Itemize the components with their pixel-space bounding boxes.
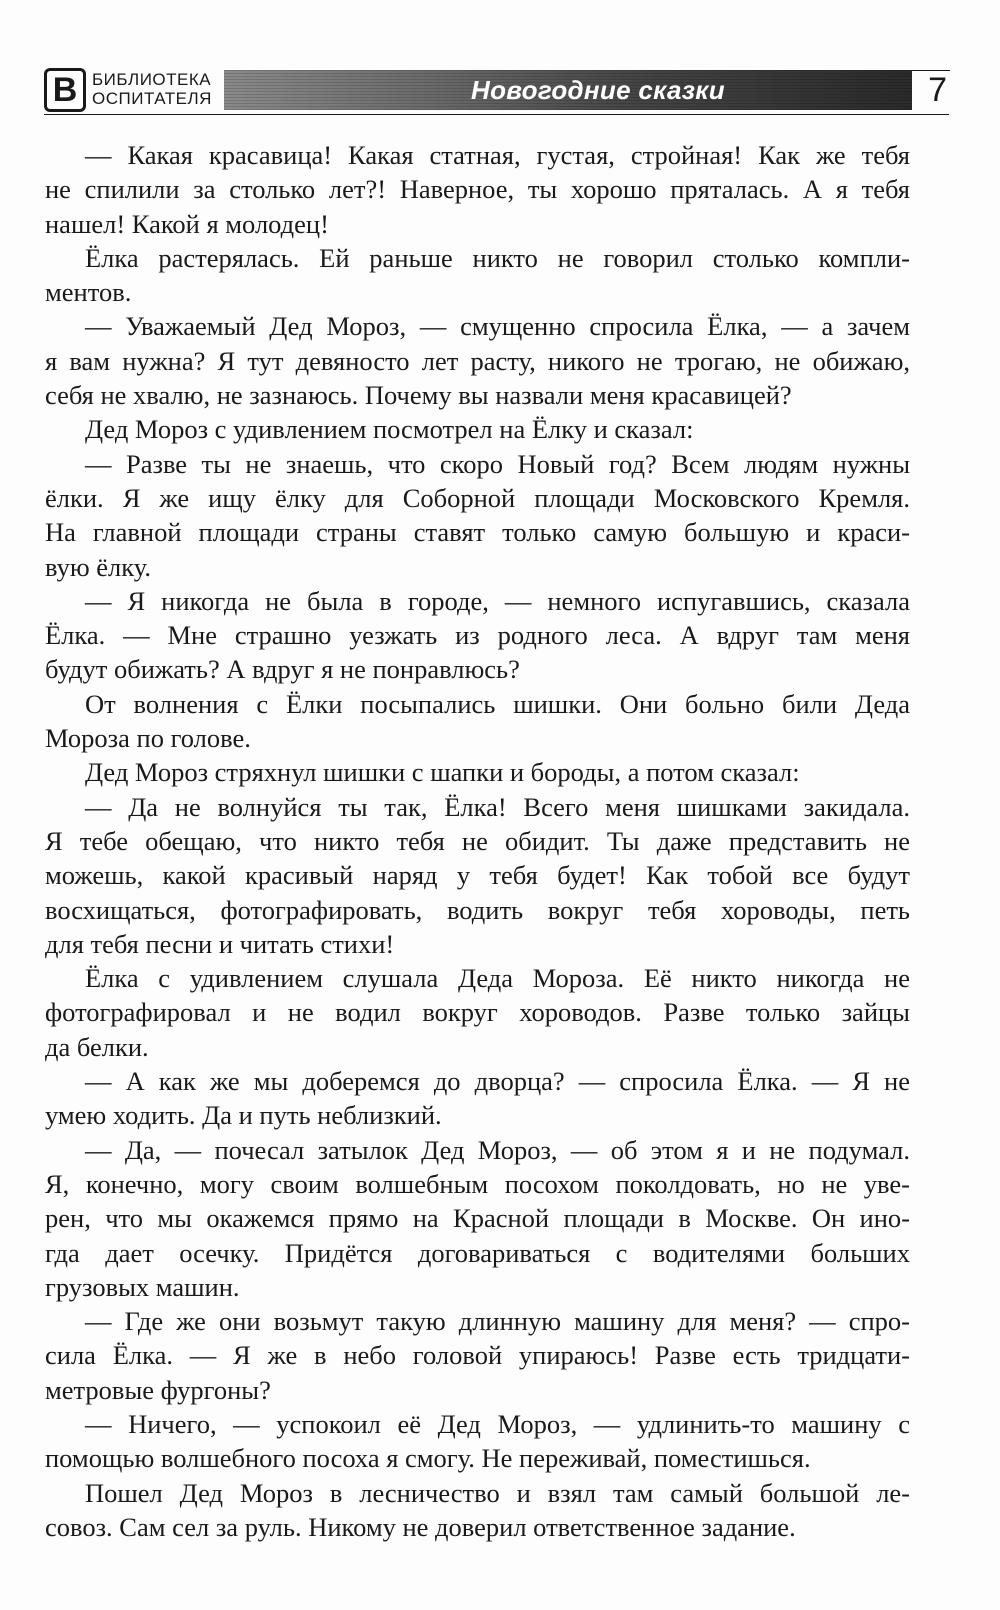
text-line: восхищаться, фотографировать, водить вокруг тебя хороводы, петь xyxy=(45,894,910,925)
series-name-line-1: БИБЛИОТЕКА xyxy=(92,70,212,89)
text-line: — Уважаемый Дед Мороз, — смущенно спросила Ёлка, — а зачем xyxy=(85,311,910,342)
text-line: для тебя песни и читать стихи! xyxy=(45,928,395,959)
running-title: Новогодние сказки xyxy=(471,74,725,105)
text-line: Ёлка с удивлением слушала Деда Мороза. Её никто никогда не xyxy=(85,963,910,994)
page-number: 7 xyxy=(928,71,947,109)
text-line: Пошел Дед Мороз в лесничество и взял там самый большой ле- xyxy=(85,1477,910,1508)
text-line: умею ходить. Да и путь неблизкий. xyxy=(45,1100,442,1131)
running-title-band xyxy=(224,70,912,110)
text-line: помощью волшебного посоха я смогу. Не переживай, поместишься. xyxy=(45,1443,811,1474)
text-line: — Какая красавица! Какая статная, густая, стройная! Как же тебя xyxy=(85,140,910,170)
text-line: будут обижать? А вдруг я не понравлюсь? xyxy=(45,654,520,685)
text-line: рен, что мы окажемся прямо на Красной площади в Москве. Он ино- xyxy=(45,1203,910,1234)
text-line: — Да не волнуйся ты так, Ёлка! Всего меня шишками закидала. xyxy=(85,791,910,822)
text-line: На главной площади страны ставят только самую большую и краси- xyxy=(45,517,910,548)
text-line: не спилили за столько лет?! Наверное, ты хорошо пряталась. А я тебя xyxy=(45,174,910,205)
series-name-line-2: ОСПИТАТЕЛЯ xyxy=(92,89,212,108)
header-rule xyxy=(44,114,949,115)
text-line: — Ничего, — успокоил её Дед Мороз, — удлинить-то машину с xyxy=(85,1408,910,1439)
text-line: Мороза по голове. xyxy=(45,723,251,754)
text-line: совоз. Сам сел за руль. Никому не доверил ответственное задание. xyxy=(45,1511,796,1542)
text-line: себя не хвалю, не зазнаюсь. Почему вы назвали меня красавицей? xyxy=(45,380,792,411)
text-line: Ёлка растерялась. Ей раньше никто не говорил столько компли- xyxy=(85,242,910,273)
text-line: да белки. xyxy=(45,1031,149,1062)
text-line: метровые фургоны? xyxy=(45,1374,271,1405)
text-line: я вам нужна? Я тут девяносто лет расту, никого не трогаю, не обижаю, xyxy=(45,345,910,376)
text-line: грузовых машин. xyxy=(45,1271,240,1302)
body-text xyxy=(45,138,910,1544)
page-header xyxy=(44,68,949,118)
text-line: ёлки. Я же ищу ёлку для Соборной площади Московского Кремля. xyxy=(45,482,910,513)
text-line: — Я никогда не была в городе, — немного испугавшись, сказала xyxy=(85,585,910,616)
text-line: ментов. xyxy=(45,277,132,308)
text-line: Ёлка. — Мне страшно уезжать из родного леса. А вдруг там меня xyxy=(45,620,910,651)
series-logo xyxy=(44,68,86,112)
text-line: — Где же они возьмут такую длинную машину для меня? — спро- xyxy=(85,1306,910,1337)
text-line: — Разве ты не знаешь, что скоро Новый год? Всем людям нужны xyxy=(85,448,910,479)
text-line: — Да, — почесал затылок Дед Мороз, — об этом я и не подумал. xyxy=(85,1134,910,1165)
text-line: сила Ёлка. — Я же в небо головой упираюсь! Разве есть тридцати- xyxy=(45,1340,910,1371)
text-line: нашел! Какой я молодец! xyxy=(45,208,329,239)
text-line: Дед Мороз с удивлением посмотрел на Ёлку и сказал: xyxy=(85,414,694,445)
text-line: можешь, какой красивый наряд у тебя будет! Как тобой все будут xyxy=(45,860,910,891)
text-line: вую ёлку. xyxy=(45,551,151,582)
text-line: Я, конечно, могу своим волшебным посохом поколдовать, но не уве- xyxy=(45,1168,910,1199)
text-line: фотографировал и не водил вокруг хороводов. Разве только зайцы xyxy=(45,997,910,1028)
text-line: Я тебе обещаю, что никто тебя не обидит. Ты даже представить не xyxy=(45,825,910,856)
text-line: От волнения с Ёлки посыпались шишки. Они больно били Деда xyxy=(85,688,910,719)
text-line: Дед Мороз стряхнул шишки с шапки и бороды, а потом сказал: xyxy=(85,757,800,788)
text-line: — А как же мы доберемся до дворца? — спросила Ёлка. — Я не xyxy=(85,1066,910,1097)
series-name xyxy=(92,70,212,108)
logo-letter: В xyxy=(52,71,78,109)
text-line: гда дает осечку. Придётся договариваться с водителями больших xyxy=(45,1237,910,1268)
